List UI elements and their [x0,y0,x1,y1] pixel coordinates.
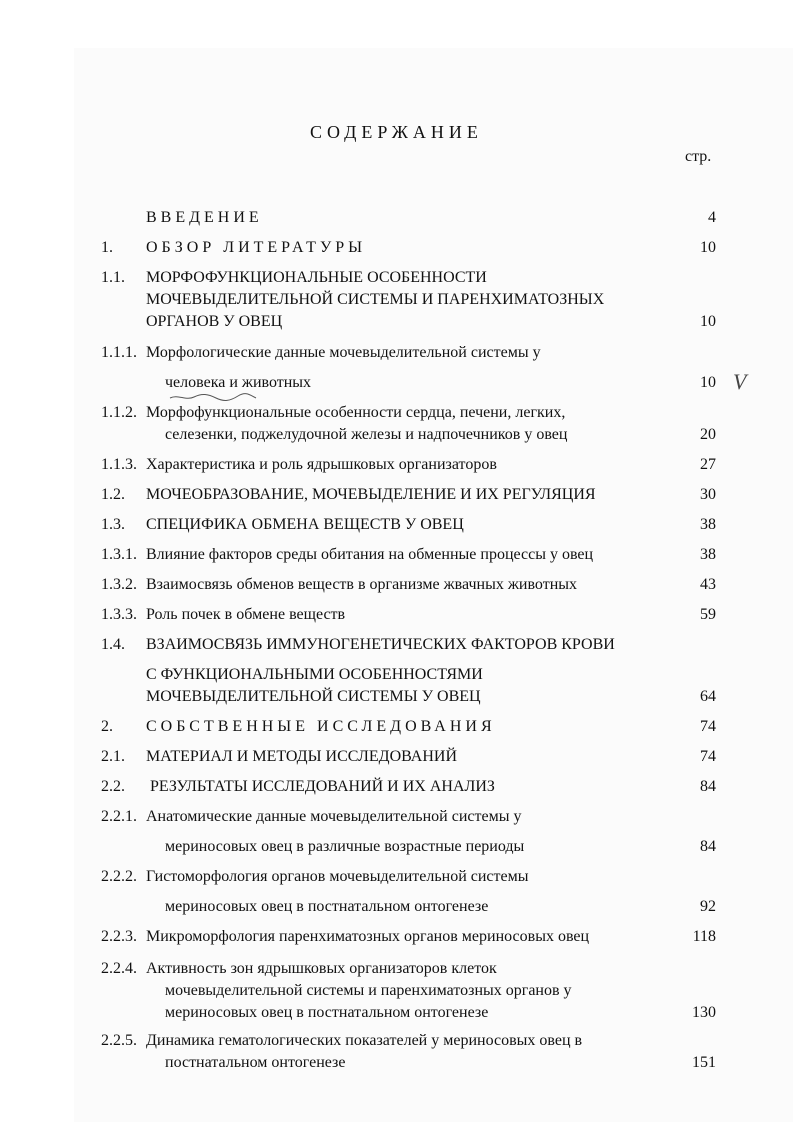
toc-entry-title-line: СОБСТВЕННЫЕ ИССЛЕДОВАНИЯ [146,718,496,735]
toc-entry-page-number: 10 [700,374,716,391]
toc-entry-number: 1.1.2. [101,404,137,421]
toc-entry-page-number: 130 [692,1004,716,1021]
toc-entry-title-line: Микроморфология паренхиматозных органов мериносовых овец [146,928,590,945]
toc-entry-page-number: 92 [700,898,716,915]
toc-entry-title-line: Характеристика и роль ядрышковых организаторов [146,456,497,473]
toc-entry-number: 1.2. [101,486,125,503]
toc-entry-number: 1.1.1. [101,344,137,361]
toc-entry-number: 2. [101,718,113,735]
toc-entry-number: 2.2.1. [101,808,137,825]
toc-entry-title-line: селезенки, поджелудочной железы и надпочечников у овец [165,426,568,443]
toc-entry-page-number: 118 [692,928,716,945]
toc-entry-title-line: человека и животных [165,374,312,391]
toc-entry-number: 1.4. [101,636,125,653]
toc-entry-page-number: 27 [700,456,716,473]
toc-entry-title-line: С ФУНКЦИОНАЛЬНЫМИ ОСОБЕННОСТЯМИ [146,666,483,683]
toc-entry-title-line: СПЕЦИФИКА ОБМЕНА ВЕЩЕСТВ У ОВЕЦ [146,516,464,533]
toc-entry-title-line: МАТЕРИАЛ И МЕТОДЫ ИССЛЕДОВАНИЙ [146,748,457,765]
toc-entry-page-number: 10 [700,313,716,330]
toc-entry-title-line: Активность зон ядрышковых организаторов клеток [146,960,497,977]
toc-entry-page-number: 74 [700,718,716,735]
toc-entry-page-number: 20 [700,426,716,443]
toc-entry-title-line: Анатомические данные мочевыделительной системы у [146,808,522,825]
toc-entry-number: 2.2. [101,778,125,795]
toc-entry-number: 2.2.5. [101,1032,137,1049]
toc-entry-title-line: ОБЗОР ЛИТЕРАТУРЫ [146,239,367,256]
toc-entry-number: 1.1.3. [101,456,137,473]
toc-entry-title-line: Морфологические данные мочевыделительной системы у [146,344,541,361]
toc-entry-title-line: РЕЗУЛЬТАТЫ ИССЛЕДОВАНИЙ И ИХ АНАЛИЗ [150,778,495,795]
toc-entry-page-number: 84 [700,778,716,795]
toc-entry-page-number: 64 [700,688,716,705]
toc-entry-number: 1.3.3. [101,606,137,623]
toc-entry-number: 2.2.4. [101,960,137,977]
toc-entry-title-line: Роль почек в обмене веществ [146,606,346,623]
toc-entry-title-line: МОЧЕВЫДЕЛИТЕЛЬНОЙ СИСТЕМЫ И ПАРЕНХИМАТОЗНЫХ [146,291,605,308]
margin-check-mark: V [733,369,747,394]
toc-entry-page-number: 38 [700,516,716,533]
toc-entry-title-line: Гистоморфология органов мочевыделительной системы [146,868,529,885]
toc-entry-number: 1.3. [101,516,125,533]
toc-entry-title-line: мочевыделительной системы и паренхиматозных органов у [165,982,572,999]
toc-entry-number: 2.1. [101,748,125,765]
toc-entry-title-line: мериносовых овец в постнатальном онтогенезе [165,1004,489,1021]
toc-entry-number: 2.2.3. [101,928,137,945]
toc-entry-number: 1.3.2. [101,576,137,593]
toc-entry-title-line: Влияние факторов среды обитания на обменные процессы у овец [146,546,594,563]
toc-entry-title-line: Морфофункциональные особенности сердца, печени, легких, [146,404,566,421]
toc-entry-title-line: ВВЕДЕНИЕ [146,209,263,226]
toc-entry-page-number: 84 [700,838,716,855]
toc-entry-page-number: 4 [708,209,716,226]
toc-entry-title-line: Динамика гематологических показателей у мериносовых овец в [146,1032,583,1049]
page-column-label: стр. [685,148,712,165]
toc-entry-title-line: МОРФОФУНКЦИОНАЛЬНЫЕ ОСОБЕННОСТИ [146,269,487,286]
toc-entry-title-line: мериносовых овец в различные возрастные периоды [165,838,525,855]
toc-entry-page-number: 38 [700,546,716,563]
toc-entry-title-line: ОРГАНОВ У ОВЕЦ [146,313,283,330]
toc-entry-page-number: 10 [700,239,716,256]
toc-entry-title-line: мериносовых овец в постнатальном онтогенезе [165,898,489,915]
toc-entry-number: 1.3.1. [101,546,137,563]
page-title: СОДЕРЖАНИЕ [310,122,483,142]
toc-entry-page-number: 151 [692,1054,716,1071]
toc-entry-title-line: ВЗАИМОСВЯЗЬ ИММУНОГЕНЕТИЧЕСКИХ ФАКТОРОВ КРОВИ [146,636,615,653]
toc-entry-title-line: МОЧЕОБРАЗОВАНИЕ, МОЧЕВЫДЕЛЕНИЕ И ИХ РЕГУЛЯЦИЯ [146,486,596,503]
toc-entry-page-number: 59 [700,606,716,623]
toc-entry-page-number: 74 [700,748,716,765]
toc-entry-number: 1. [101,239,113,256]
toc-entry-title-line: постнатальном онтогенезе [165,1054,346,1071]
toc-entry-title-line: МОЧЕВЫДЕЛИТЕЛЬНОЙ СИСТЕМЫ У ОВЕЦ [146,688,481,705]
toc-entry-page-number: 43 [700,576,716,593]
toc-entry-number: 2.2.2. [101,868,137,885]
toc-entry-page-number: 30 [700,486,716,503]
toc-entry-number: 1.1. [101,269,125,286]
toc-entry-title-line: Взаимосвязь обменов веществ в организме жвачных животных [146,576,577,593]
